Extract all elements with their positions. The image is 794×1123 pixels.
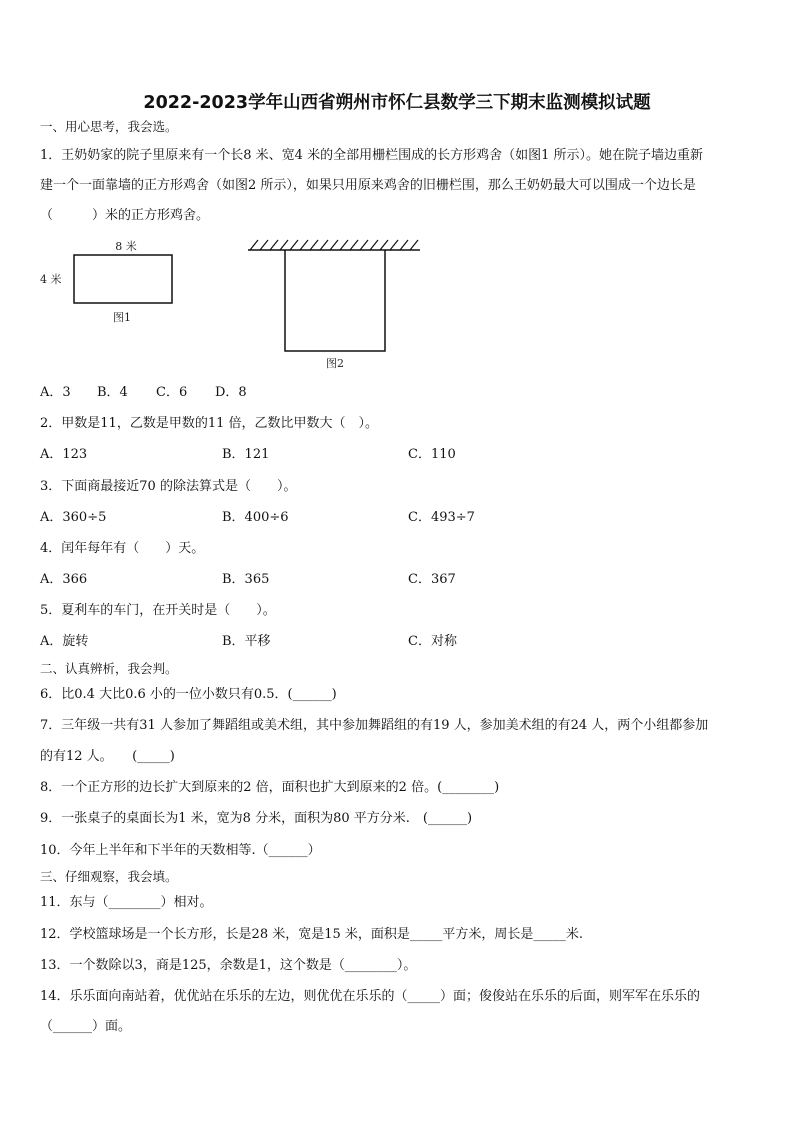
q12: 12．学校篮球场是一个长方形，长是28 米，宽是15 米，面积是_____平方米，周长是_____米. — [40, 927, 584, 942]
q7-line2: 的有12 人。 (_____) — [40, 749, 175, 764]
q5-option-a[interactable]: A．旋转 — [40, 634, 89, 649]
q5-option-b[interactable]: B．平移 — [222, 634, 271, 649]
fig1-caption: 图1 — [113, 311, 131, 324]
q1-option-d[interactable]: D．8 — [215, 385, 247, 400]
q3-option-b[interactable]: B．400÷6 — [222, 510, 289, 525]
q4-option-b[interactable]: B．365 — [222, 572, 270, 587]
q1-line3: （ ）米的正方形鸡舍。 — [40, 208, 210, 223]
q14-line2: （______）面。 — [40, 1019, 132, 1034]
q1-option-a[interactable]: A．3 — [40, 385, 71, 400]
q8: 8．一个正方形的边长扩大到原来的2 倍，面积也扩大到原来的2 倍。(________) — [40, 780, 500, 795]
q1-option-b[interactable]: B．4 — [97, 385, 128, 400]
fig1-left-label: 4 米 — [40, 273, 62, 286]
q1-option-c[interactable]: C．6 — [156, 385, 188, 400]
q4-option-a[interactable]: A．366 — [40, 572, 88, 587]
page-title: 2022-2023学年山西省朔州市怀仁县数学三下期末监测模拟试题 — [143, 93, 651, 113]
q14-line1: 14．乐乐面向南站着，优优站在乐乐的左边，则优优在乐乐的（_____）面；俊俊站在乐乐的后面，则军军在乐乐的 — [40, 989, 701, 1004]
q6: 6．比0.4 大比0.6 小的一位小数只有0.5．(______) — [40, 687, 337, 702]
q3-stem: 3．下面商最接近70 的除法算式是（ ）。 — [40, 479, 297, 494]
q2-option-b[interactable]: B．121 — [222, 447, 270, 462]
fig2-caption: 图2 — [326, 357, 344, 370]
q3-option-c[interactable]: C．493÷7 — [408, 510, 475, 525]
q4-option-c[interactable]: C．367 — [408, 572, 456, 587]
q7-line1: 7．三年级一共有31 人参加了舞蹈组或美术组，其中参加舞蹈组的有19 人，参加美术组的有24 人，两个小组都参加 — [40, 718, 709, 733]
q2-stem: 2．甲数是11，乙数是甲数的11 倍，乙数比甲数大（ ）。 — [40, 416, 378, 431]
q3-option-a[interactable]: A．360÷5 — [40, 510, 107, 525]
section-3-heading: 三、仔细观察，我会填。 — [40, 869, 178, 884]
q5-option-c[interactable]: C．对称 — [408, 634, 457, 649]
fig1-top-label: 8 米 — [115, 240, 137, 253]
q1-line1: 1．王奶奶家的院子里原来有一个长8 米、宽4 米的全部用栅栏围成的长方形鸡舍（如图1 所示）。她在院子墙边重新 — [40, 148, 703, 163]
section-2-heading: 二、认真辨析，我会判。 — [40, 661, 178, 676]
q13: 13．一个数除以3，商是125，余数是1，这个数是（________）。 — [40, 958, 417, 973]
q2-option-a[interactable]: A．123 — [40, 447, 88, 462]
q2-option-c[interactable]: C．110 — [408, 447, 456, 462]
section-1-heading: 一、用心思考，我会选。 — [40, 119, 178, 134]
q9: 9．一张桌子的桌面长为1 米，宽为8 分米，面积为80 平方分米. (______) — [40, 811, 473, 826]
q11: 11．东与（________）相对。 — [40, 895, 213, 910]
q4-stem: 4．闰年每年有（ ）天。 — [40, 541, 205, 556]
q10: 10．今年上半年和下半年的天数相等.（______） — [40, 843, 321, 858]
figure-2-square-against-wall — [246, 236, 426, 376]
q5-stem: 5．夏利车的车门，在开关时是（ ）。 — [40, 603, 276, 618]
q1-line2: 建一个一面靠墙的正方形鸡舍（如图2 所示），如果只用原来鸡舍的旧栅栏围，那么王奶奶最大可以围成一个边长是 — [40, 178, 696, 193]
figure-1-rectangle — [38, 236, 188, 326]
